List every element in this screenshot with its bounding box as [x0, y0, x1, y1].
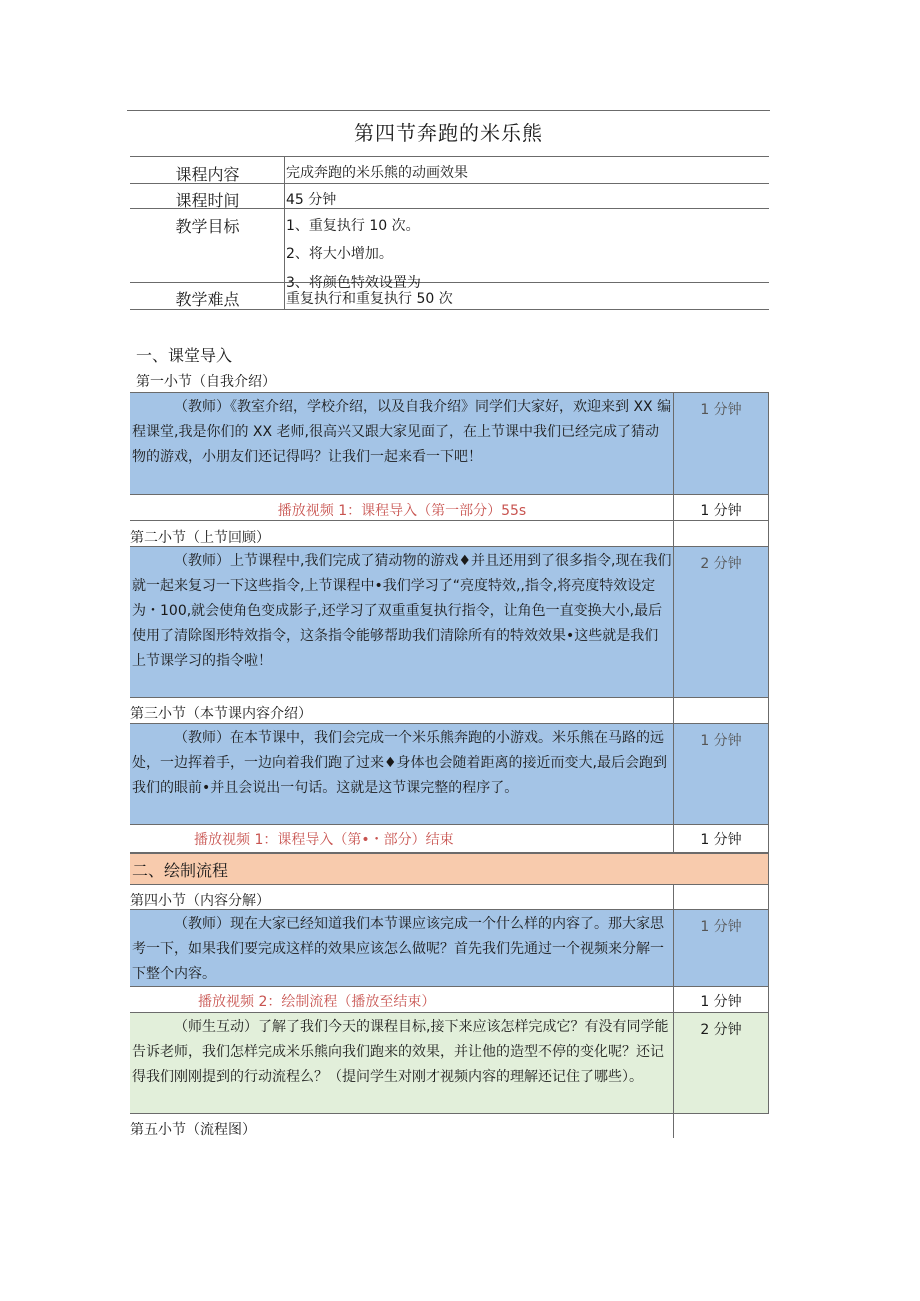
- time-cell-2: [674, 547, 768, 697]
- time-cell-1: [674, 393, 768, 494]
- block-1-text: （教师）《教室介绍，学校介绍，以及自我介绍》同学们大家好，欢迎来到 XX 编程课堂,我是你们的 XX 老师,很高兴又跟大家见面了，在上节课中我们已经完成了猜动物的游戏，小朋友们还记得吗？让我们一起来看一下吧！: [132, 399, 672, 465]
- difficulty-value: 重复执行和重复执行 50 次: [286, 291, 453, 307]
- section-heading-1: 一、课堂导入: [136, 346, 233, 365]
- section-heading-2: 二、绘制流程: [132, 861, 229, 880]
- video-2-time: 1 分钟: [700, 832, 742, 848]
- subsection-3: 第三小节（本节课内容介绍）: [130, 706, 312, 722]
- top-rule: [127, 110, 770, 111]
- block-4-time: 1 分钟: [700, 919, 742, 935]
- teaching-goal-label: 教学目标: [175, 217, 240, 236]
- difficulty-label: 教学难点: [175, 290, 240, 309]
- page-title: 第四节奔跑的米乐熊: [354, 121, 543, 145]
- teacher-block-1: [130, 393, 674, 494]
- block-3-time: 1 分钟: [700, 733, 742, 749]
- video-row-3: 播放视频 2：绘制流程（播放至结束）: [198, 994, 436, 1010]
- subsection-2: 第二小节（上节回顾）: [130, 530, 270, 546]
- time-cell-4: [674, 910, 768, 986]
- subsection-4: 第四小节（内容分解）: [130, 893, 270, 909]
- teacher-block-4: [130, 910, 674, 986]
- block-3-text: （教师）在本节课中，我们会完成一个米乐熊奔跑的小游戏。米乐熊在马路的远处，一边挥着手，一边向着我们跑了过来♦身体也会随着距离的接近而变大,最后会跑到我们的眼前•并且会说出一句话。这就是这节课完整的程序了。: [132, 730, 667, 796]
- block-2-text: （教师）上节课程中,我们完成了猜动物的游戏♦并且还用到了很多指令,现在我们就一起来复习一下这些指令,上节课程中•我们学习了“亮度特效,,指令,将亮度特效设定为・100,就会使角色变成影子,还学习了双重重复执行指令，让角色一直变换大小,最后使用了清除图形特效指令，这条指令能够帮助我们清除所有的特效效果•这些就是我们上节课学习的指令啦！: [132, 553, 672, 669]
- video-3-time: 1 分钟: [700, 994, 742, 1010]
- block-5-text: （师生互动）了解了我们今天的课程目标,接下来应该怎样完成它？有没有同学能告诉老师，我们怎样完成米乐熊向我们跑来的效果，并让他的造型不停的变化呢？还记得我们刚刚提到的行动流程么？（提问学生对刚才视频内容的理解还记住了哪些）。: [132, 1019, 669, 1085]
- video-row-2: 播放视频 1：课程导入（第•・部分）结束: [194, 832, 454, 848]
- goal-item-2: 2、将大小增加。: [286, 246, 393, 262]
- teacher-block-2: [130, 547, 674, 697]
- block-5-time: 2 分钟: [700, 1022, 742, 1038]
- section-heading-2-row: [130, 853, 768, 884]
- time-cell-5: [674, 1013, 768, 1113]
- goal-item-3-clipped: [286, 266, 766, 291]
- teacher-block-3: [130, 724, 674, 824]
- time-cell-3: [674, 724, 768, 824]
- course-content-value: 完成奔跑的米乐熊的动画效果: [286, 165, 468, 181]
- subsection-5: 第五小节（流程图）: [130, 1122, 256, 1138]
- goal-item-1: 1、重复执行 10 次。: [286, 218, 420, 234]
- course-time-value: 45 分钟: [286, 192, 337, 208]
- course-content-label: 课程内容: [175, 165, 240, 184]
- block-4-text: （教师）现在大家已经知道我们本节课应该完成一个什么样的内容了。那大家思考一下，如果我们要完成这样的效果应该怎么做呢？首先我们先通过一个视频来分解一下整个内容。: [132, 916, 664, 982]
- goal-item-3: 3、将颜色特效设置为: [286, 275, 421, 291]
- course-time-label: 课程时间: [175, 191, 240, 210]
- interaction-block-5: [130, 1013, 674, 1113]
- block-2-time: 2 分钟: [700, 556, 742, 572]
- subsection-1: 第一小节（自我介绍）: [136, 374, 276, 390]
- block-1-time: 1 分钟: [700, 402, 742, 418]
- video-row-1: 播放视频 1：课程导入（第一部分）55s: [277, 503, 527, 519]
- video-1-time: 1 分钟: [700, 503, 742, 519]
